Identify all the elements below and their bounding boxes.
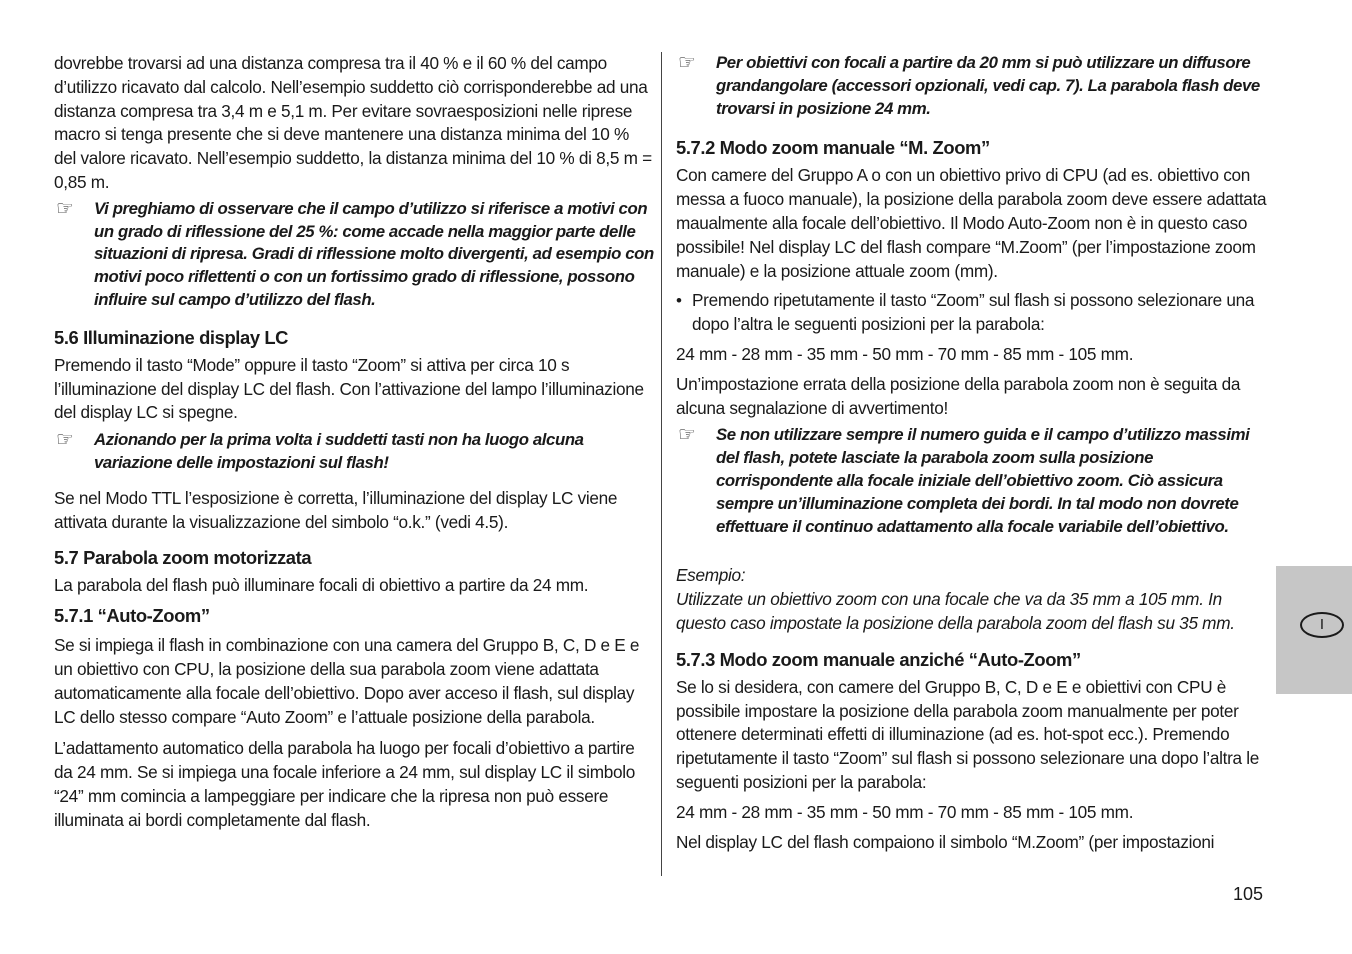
zoom-positions: 24 mm - 28 mm - 35 mm - 50 mm - 70 mm - 85 mm - 105 mm. bbox=[676, 801, 1134, 822]
note-block bbox=[54, 198, 654, 312]
column-divider bbox=[661, 52, 662, 876]
bullet-item bbox=[676, 289, 1270, 337]
pointing-hand-icon: ☞ bbox=[56, 197, 74, 220]
paragraph: Nel display LC del flash compaiono il simbolo “M.Zoom” (per impostazioni bbox=[676, 831, 1215, 852]
subsection-heading: 5.7.1 “Auto-Zoom” bbox=[54, 605, 210, 627]
paragraph: dovrebbe trovarsi ad una distanza compresa tra il 40 % e il 60 % del campo d’utilizzo ricavato dal calcolo. Nell’esempio suddetto ciò corrisponderebbe ad una distanza compresa tra 3,4 m e 5,1 m. Per evitare sovraesposizioni nelle riprese macro si tenga presente che si deve mantenere una distanza minima del 10 % del valore ricavato. Nell’esempio suddetto, la distanza minima del 10 % di 8,5 m = 0,85 m. bbox=[54, 53, 652, 192]
paragraph: Se lo si desidera, con camere del Gruppo B, C, D e E e obiettivi con CPU è possibile impostare la posizione della parabola zoom manualmente per poter ottenere determinati effetti di illuminazione (ad es. hot-spot ecc.). Premendo ripetutamente il tasto “Zoom” sul flash si possono selezionare una dopo l’altra le seguenti posizioni per la parabola: bbox=[676, 676, 1260, 792]
note-block bbox=[676, 424, 1270, 538]
note-text: Per obiettivi con focali a partire da 20 mm si può utilizzare un diffusore grandangolare (accessori opzionali, vedi cap. 7). La parabola flash deve trovarsi in posizione 24 mm. bbox=[716, 53, 1260, 118]
paragraph: L’adattamento automatico della parabola ha luogo per focali d’obiettivo a partire da 24 mm. Se si impiega una focale inferiore a 24 mm, sul display LC il simbolo “24” mm comincia a lampeggiare per indicare che la ripresa non può essere illuminata ai bordi completamente dal flash. bbox=[54, 738, 636, 830]
language-badge: I bbox=[1300, 612, 1344, 638]
note-block bbox=[54, 429, 654, 475]
note-text: Azionando per la prima volta i suddetti tasti non ha luogo alcuna variazione delle impostazioni sul flash! bbox=[94, 430, 584, 472]
note-text: Se non utilizzare sempre il numero guida e il campo d’utilizzo massimi del flash, potete lasciate la parabola zoom sulla posizione corrispondente alla focale iniziale dell’obiettivo zoom. Ciò assicura sempre un’illuminazione completa dei bordi. In tal modo non dovrete effettuare il continuo adattamento alla focale variabile dell’obiettivo. bbox=[716, 425, 1250, 536]
note-block bbox=[676, 52, 1270, 120]
pointing-hand-icon: ☞ bbox=[678, 424, 696, 447]
paragraph: La parabola del flash può illuminare focali di obiettivo a partire da 24 mm. bbox=[54, 575, 589, 596]
section-heading: 5.7 Parabola zoom motorizzata bbox=[54, 547, 312, 569]
paragraph: Un’impostazione errata della posizione della parabola zoom non è seguita da alcuna segnalazione di avvertimento! bbox=[676, 373, 1241, 418]
section-heading: 5.6 Illuminazione display LC bbox=[54, 326, 289, 348]
right-column bbox=[676, 52, 1270, 854]
language-tab bbox=[1276, 566, 1352, 694]
bullet-marker: • bbox=[676, 291, 682, 311]
subsection-heading: 5.7.3 Modo zoom manuale anziché “Auto-Zoom” bbox=[676, 648, 1081, 670]
example-text: Utilizzate un obiettivo zoom con una focale che va da 35 mm a 105 mm. In questo caso impostate la posizione della parabola zoom del flash su 35 mm. bbox=[676, 589, 1235, 633]
zoom-positions: 24 mm - 28 mm - 35 mm - 50 mm - 70 mm - 85 mm - 105 mm. bbox=[676, 343, 1134, 364]
left-column bbox=[54, 52, 654, 833]
paragraph: Se si impiega il flash in combinazione con una camera del Gruppo B, C, D e E e un obiettivo con CPU, la posizione della sua parabola zoom viene adattata automaticamente alla focale dell’obiettivo. Dopo aver acceso il flash, sul display LC dello stesso compare “Auto Zoom” e l’attuale posizione della parabola. bbox=[54, 635, 640, 727]
pointing-hand-icon: ☞ bbox=[678, 52, 696, 74]
paragraph: Con camere del Gruppo A o con un obiettivo privo di CPU (ad es. obiettivo con messa a fuoco manuale), la posizione della parabola zoom deve essere adattata maualmente alla focale dell’obiettivo. Il Modo Auto-Zoom non è in questo caso possibile! Nel display LC del flash compare “M.Zoom” (per l’impostazione zoom manuale) e la posizione attuale zoom (mm). bbox=[676, 165, 1267, 281]
example-label: Esempio: bbox=[676, 565, 746, 586]
subsection-heading: 5.7.2 Modo zoom manuale “M. Zoom” bbox=[676, 137, 990, 159]
paragraph: Se nel Modo TTL l’esposizione è corretta, l’illuminazione del display LC viene attivata durante la visualizzazione del simbolo “o.k.” (vedi 4.5). bbox=[54, 487, 618, 532]
bullet-text: Premendo ripetutamente il tasto “Zoom” sul flash si possono selezionare una dopo l’altra le seguenti posizioni per la parabola: bbox=[692, 290, 1255, 335]
paragraph: Premendo il tasto “Mode” oppure il tasto “Zoom” si attiva per circa 10 s l’illuminazione del display LC del flash. Con l’attivazione del lampo l’illuminazione del display LC si spegne. bbox=[54, 354, 644, 423]
note-text: Vi preghiamo di osservare che il campo d’utilizzo si riferisce a motivi con un grado di riflessione del 25 %: come accade nella maggior parte delle situazioni di ripresa. Gradi di riflessione molto divergenti, ad esempio con motivi poco riflettenti o con un fortissimo grado di riflessione, possono influire sul campo d’utilizzo del flash. bbox=[94, 198, 654, 309]
pointing-hand-icon: ☞ bbox=[56, 429, 74, 452]
page-number: 105 bbox=[1233, 884, 1264, 904]
